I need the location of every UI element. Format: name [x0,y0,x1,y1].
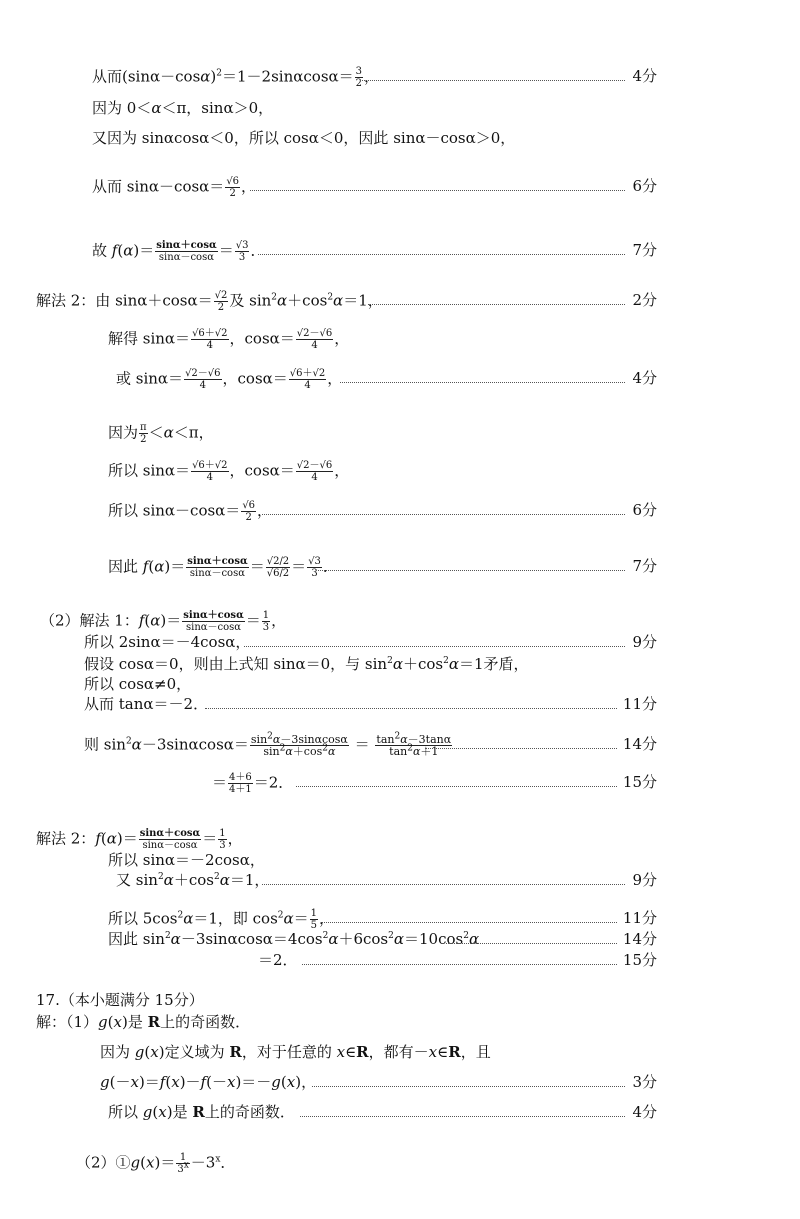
line-4: 从而 sinα－cosα＝ $\frac{√6}{2}$ ， [92,176,257,199]
line-6: 解法 2：由 sinα＋cosα＝ $\frac{√2}{2}$ 及 $\sin^2\alpha+\cos^2\alpha=1$， [36,290,383,313]
line-25: ＝2． [258,951,298,969]
line-19: ＝ $\frac{4+6}{4+1}$ ＝2． [212,772,294,795]
line-23: 所以 $5\cos^2\alpha=1$，即 $\cos^2\alpha=$ $\frac{1}{5}$ ， [108,908,335,931]
line-22: 又 $\sin^2\alpha+\cos^2\alpha=1$， [116,871,270,889]
line-30: 所以 g(x)是 R上的奇函数． [108,1103,295,1121]
line-24: 因此 $\sin^2\alpha-3\sin\alpha\cos\alpha=4\cos^2\alpha+6\cos^2\alpha=10\cos^2\alpha$ [108,930,480,948]
line-12: 因此 f(α)＝ $\frac{\sin\alpha+\cos\alpha}{\sin\alpha-\cos\alpha}$ ＝ $\frac{√2/2}{√6/2}$ ＝ $\frac{√3}{3}$ ． [108,556,338,579]
score-6: 2分 [632,291,657,309]
score-24: 14分 [622,930,657,948]
score-5: 7分 [632,241,657,259]
line-3: 又因为 sinαcosα＜0，所以 cosα＜0，因此 sinα－cosα＞0， [92,129,516,147]
score-12: 7分 [632,557,657,575]
line-2: 因为 0＜α＜π，sinα＞0， [92,99,274,117]
line-8: 或 sinα＝ $\frac{√2-√6}{4}$ ，cosα＝ $\frac{√6+√2}{4}$ ， [116,368,343,391]
line-29: g(－x)＝f(x)－f(－x)＝－g(x)， [100,1073,317,1091]
line-28: 因为 g(x)定义域为 R，对于任意的 x∈R，都有－x∈R，且 [100,1043,491,1061]
line-17: 从而 tanα＝－2． [84,695,209,713]
line-14: 所以 2sinα＝－4cosα， [84,633,251,651]
score-11: 6分 [632,501,657,519]
line-7: 解得 sinα＝ $\frac{√6+√2}{4}$ ，cosα＝ $\frac{√2-√6}{4}$ ， [108,328,350,351]
line-15: 假设 cosα＝0，则由上式知 sinα＝0，与 $\sin^2\alpha+\cos^2\alpha=1$矛盾， [84,655,529,673]
score-8: 4分 [632,369,657,387]
line-16: 所以 cosα≠0， [84,675,192,693]
score-30: 4分 [632,1103,657,1121]
score-4: 6分 [632,177,657,195]
score-18: 14分 [622,735,657,753]
line-21: 所以 sinα＝－2cosα， [108,851,265,869]
line-9: 因为 $\frac{\pi}{2}$ ＜α＜π， [108,422,214,445]
score-17: 11分 [622,695,657,713]
line-1: 从而$(\sin\alpha-\cos\alpha)^2=1-2\sin\alpha\cos\alpha=$ $\frac{3}{2}$ ， [92,66,380,89]
line-27: 解：（1）g(x)是 R上的奇函数． [36,1013,251,1031]
score-29: 3分 [632,1073,657,1091]
score-19: 15分 [622,773,657,791]
line-13: （2）解法 1：f(α)＝ $\frac{\sin\alpha+\cos\alpha}{\sin\alpha-\cos\alpha}$ ＝ $\frac{1}{3}$ ， [40,610,287,633]
line-5: 故 f(α)＝ $\frac{\sin\alpha+\cos\alpha}{\sin\alpha-\cos\alpha}$ ＝ $\frac{√3}{3}$ ． [92,240,266,263]
line-31: （2）①g(x)＝ $\frac{1}{3x}$ $-3^x$． [76,1152,236,1175]
score-14: 9分 [632,633,657,651]
line-11: 所以 sinα－cosα＝ $\frac{√6}{2}$ ， [108,500,273,523]
score-22: 9分 [632,871,657,889]
line-18: 则 $\sin^2\alpha-3\sin\alpha\cos\alpha=$ $\frac{\sin^2\alpha-3\sin\alpha\cos\alpha}{\sin^2\alpha+\cos^2\alpha}$ ＝ $\frac{\tan^2\alpha-3\tan\alpha}{\tan^2\alpha+1}$ [84,731,452,758]
score-23: 11分 [622,909,657,927]
score-25: 15分 [622,951,657,969]
line-26: 17.（本小题满分 15分） [36,991,204,1009]
score-1: 4分 [632,67,657,85]
line-10: 所以 sinα＝ $\frac{√6+√2}{4}$ ，cosα＝ $\frac{√2-√6}{4}$ ， [108,460,350,483]
line-20: 解法 2：f(α)＝ $\frac{\sin\alpha+\cos\alpha}{\sin\alpha-\cos\alpha}$ ＝ $\frac{1}{3}$ ， [36,828,243,851]
